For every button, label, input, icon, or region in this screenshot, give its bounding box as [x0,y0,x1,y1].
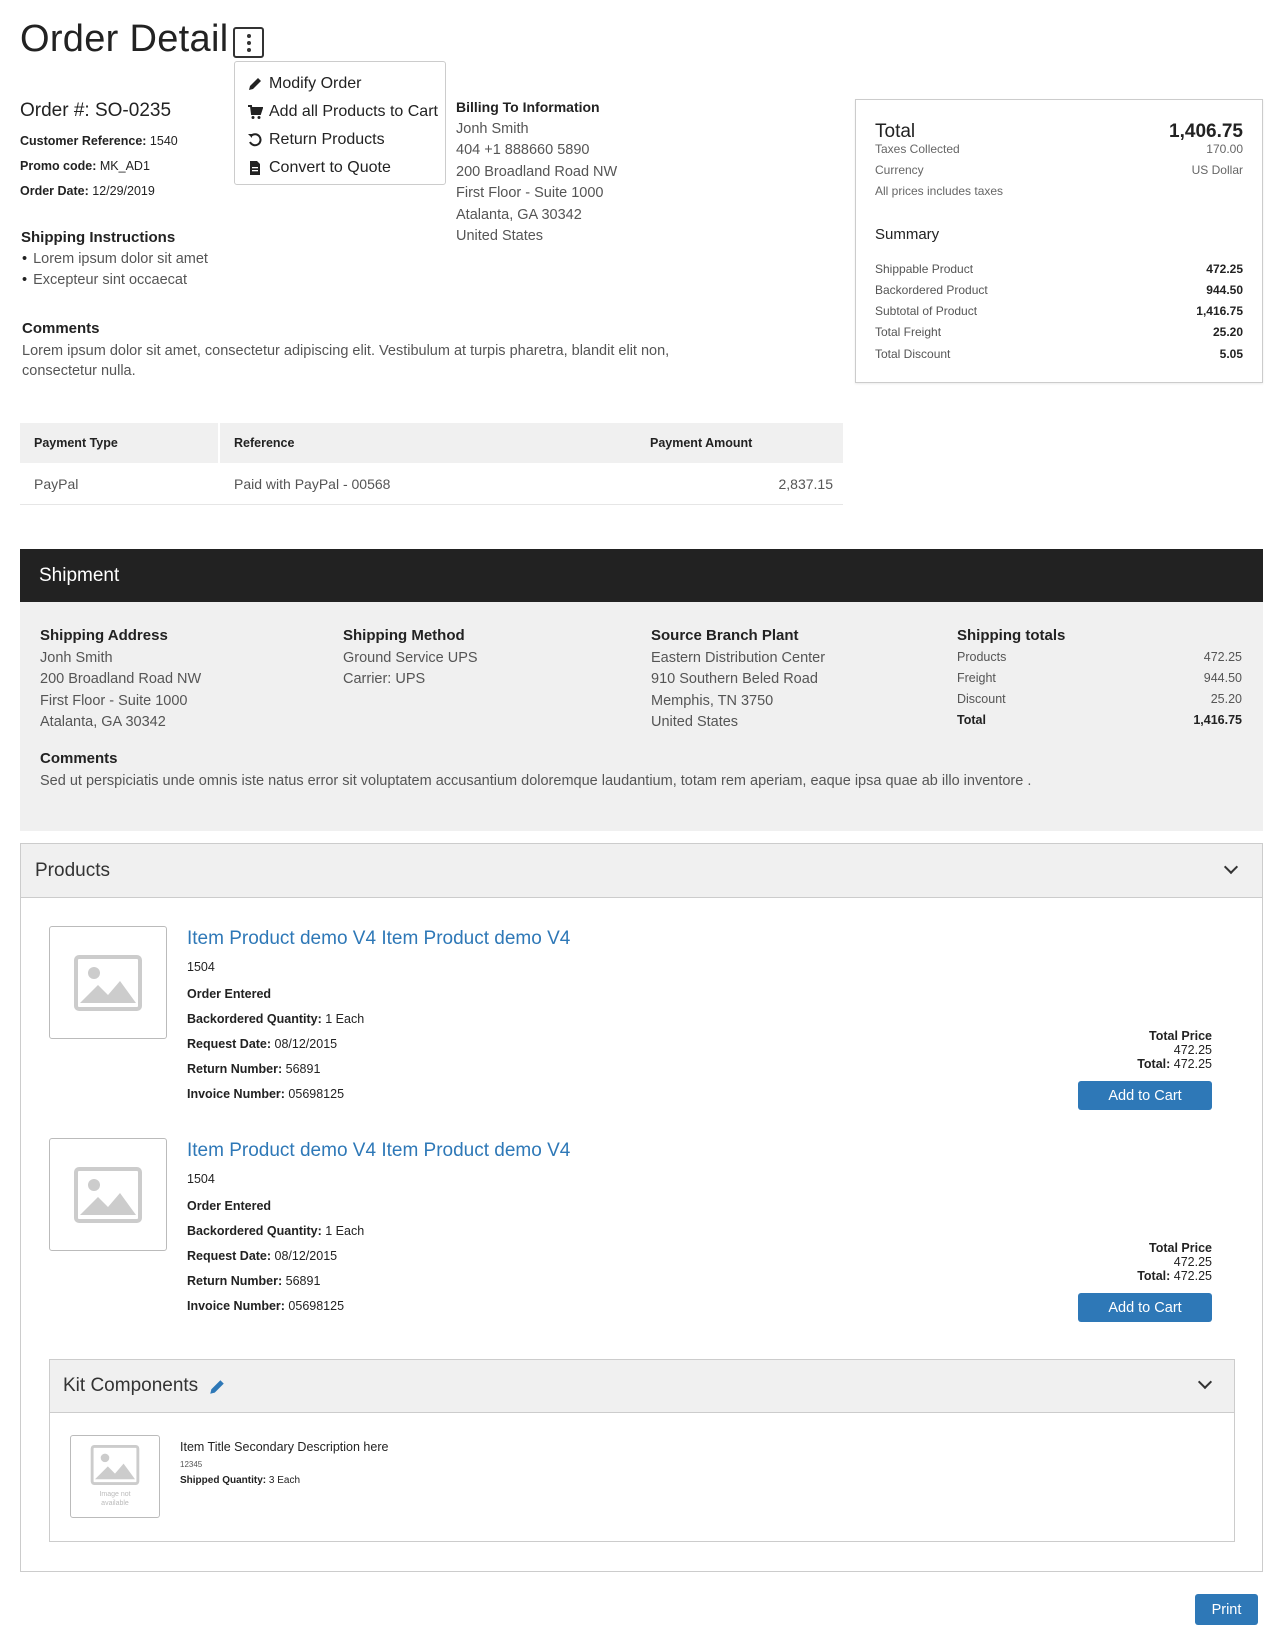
invoice-number: Invoice Number: 05698125 [187,1299,345,1313]
edit-pencil-icon[interactable] [208,1378,226,1396]
payment-table [20,423,843,505]
backordered-quantity: Backordered Quantity: 1 Each [187,1012,365,1026]
order-actions-menu [234,61,446,185]
summary-row: Backordered Product 944.50 [875,283,1243,297]
order-totals-panel [855,99,1263,383]
source-plant: Eastern Distribution Center 910 Southern Beled Road Memphis, TN 3750 United States [651,650,826,731]
summary-row: Shippable Product 472.25 [875,262,1243,276]
chevron-down-icon[interactable] [1198,1375,1212,1389]
list-item: • Lorem ipsum dolor sit amet [22,249,208,270]
shipping-instructions-list [22,249,208,292]
kit-item-title: Item Title Secondary Description here [180,1440,389,1454]
customer-reference: Customer Reference: 1540 [20,134,178,148]
shipping-address-heading: Shipping Address [40,627,168,644]
currency-label: Currency [875,163,924,177]
shipping-total-row: Total 1,416.75 [957,713,1242,727]
comments-heading: Comments [22,320,100,337]
list-item: • Excepteur sint occaecat [22,270,208,291]
image-placeholder-icon [74,1167,142,1223]
image-placeholder-icon [90,1445,140,1485]
add-to-cart-button[interactable]: Add to Cart [1078,1293,1212,1322]
product-status: Order Entered [187,987,272,1001]
pencil-icon [247,76,263,92]
shipment-comments-heading: Comments [40,750,118,767]
shipping-total-row: Freight 944.50 [957,671,1242,685]
menu-item-add-all-to-cart[interactable]: Add all Products to Cart [235,98,445,126]
backordered-quantity: Backordered Quantity: 1 Each [187,1224,365,1238]
promo-code: Promo code: MK_AD1 [20,159,150,173]
request-date: Request Date: 08/12/2015 [187,1249,338,1263]
product-status: Order Entered [187,1199,272,1213]
billing-heading: Billing To Information [456,99,600,115]
products-header[interactable] [21,844,1262,898]
kit-components-header[interactable] [50,1360,1234,1413]
total-label: Total [875,121,916,142]
comments-text: Lorem ipsum dolor sit amet, consectetur adipiscing elit. Vestibulum at turpis pharetra, blandit elit non, consectetur nulla. [22,343,670,379]
product-sku: 1504 [187,960,215,974]
product-image [49,1138,167,1251]
product-price: Total Price 472.25 Total: 472.25 [1137,1029,1212,1071]
product-title-link[interactable]: Item Product demo V4 Item Product demo V4 [187,928,571,949]
shipment-panel [20,602,1263,831]
invoice-number: Invoice Number: 05698125 [187,1087,345,1101]
return-number: Return Number: 56891 [187,1062,321,1076]
summary-row: Total Freight 25.20 [875,325,1243,339]
summary-row: Total Discount 5.05 [875,347,1243,361]
total-value: 1,406.75 [1169,121,1243,142]
shipping-address: Jonh Smith 200 Broadland Road NW First Floor - Suite 1000 Atalanta, GA 30342 [40,650,202,731]
summary-heading: Summary [875,226,940,243]
kit-item-sku: 12345 [180,1460,203,1469]
product-title-link[interactable]: Item Product demo V4 Item Product demo V4 [187,1140,571,1161]
shipping-method-heading: Shipping Method [343,627,465,644]
cart-icon [247,104,263,120]
order-date: Order Date: 12/29/2019 [20,184,155,198]
kit-components-heading: Kit Components [63,1375,199,1396]
product-image [49,926,167,1039]
table-row: PayPal Paid with PayPal - 00568 2,837.15 [20,463,843,505]
tax-note: All prices includes taxes [875,184,1004,198]
shipping-total-row: Products 472.25 [957,650,1242,664]
products-panel [20,843,1263,1572]
shipment-header: Shipment [20,549,1263,602]
shipment-comments-text: Sed ut perspiciatis unde omnis iste natus error sit voluptatem accusantium doloremque laudantium, totam rem aperiam, eaque ipsa quae ab illo inventore . [40,773,1032,789]
chevron-down-icon[interactable] [1224,860,1238,874]
more-options-button[interactable] [233,27,264,58]
product-price: Total Price 472.25 Total: 472.25 [1137,1241,1212,1283]
kit-components-panel [49,1359,1235,1542]
order-number: Order #: SO-0235 [20,100,172,121]
undo-icon [247,132,263,148]
summary-row: Subtotal of Product 1,416.75 [875,304,1243,318]
image-placeholder-icon [74,955,142,1011]
menu-item-return-products[interactable]: Return Products [235,126,445,154]
table-header: Payment Type Reference Payment Amount [20,423,843,463]
kebab-icon [247,34,251,38]
billing-address: Jonh Smith 404 +1 888660 5890 200 Broadland Road NW First Floor - Suite 1000 Atalanta, GA 30342 United States [456,121,618,245]
add-to-cart-button[interactable]: Add to Cart [1078,1081,1212,1110]
source-plant-heading: Source Branch Plant [651,627,799,644]
request-date: Request Date: 08/12/2015 [187,1037,338,1051]
currency-value: US Dollar [1191,163,1243,177]
products-heading: Products [35,860,110,881]
shipping-method: Ground Service UPS Carrier: UPS [343,650,478,688]
kit-item-image [70,1435,160,1518]
image-placeholder-label: Image not available [99,1491,131,1507]
menu-item-convert-to-quote[interactable]: Convert to Quote [235,154,445,182]
product-sku: 1504 [187,1172,215,1186]
document-icon [247,160,263,176]
taxes-value: 170.00 [1206,142,1243,156]
print-button[interactable]: Print [1195,1594,1258,1625]
shipping-totals-heading: Shipping totals [957,627,1066,644]
menu-item-modify-order[interactable]: Modify Order [235,70,445,98]
taxes-label: Taxes Collected [875,142,960,156]
shipping-instructions-heading: Shipping Instructions [21,229,176,246]
return-number: Return Number: 56891 [187,1274,321,1288]
shipping-total-row: Discount 25.20 [957,692,1242,706]
kit-shipped-quantity: Shipped Quantity: 3 Each [180,1475,301,1486]
page-title: Order Detail [20,18,229,60]
